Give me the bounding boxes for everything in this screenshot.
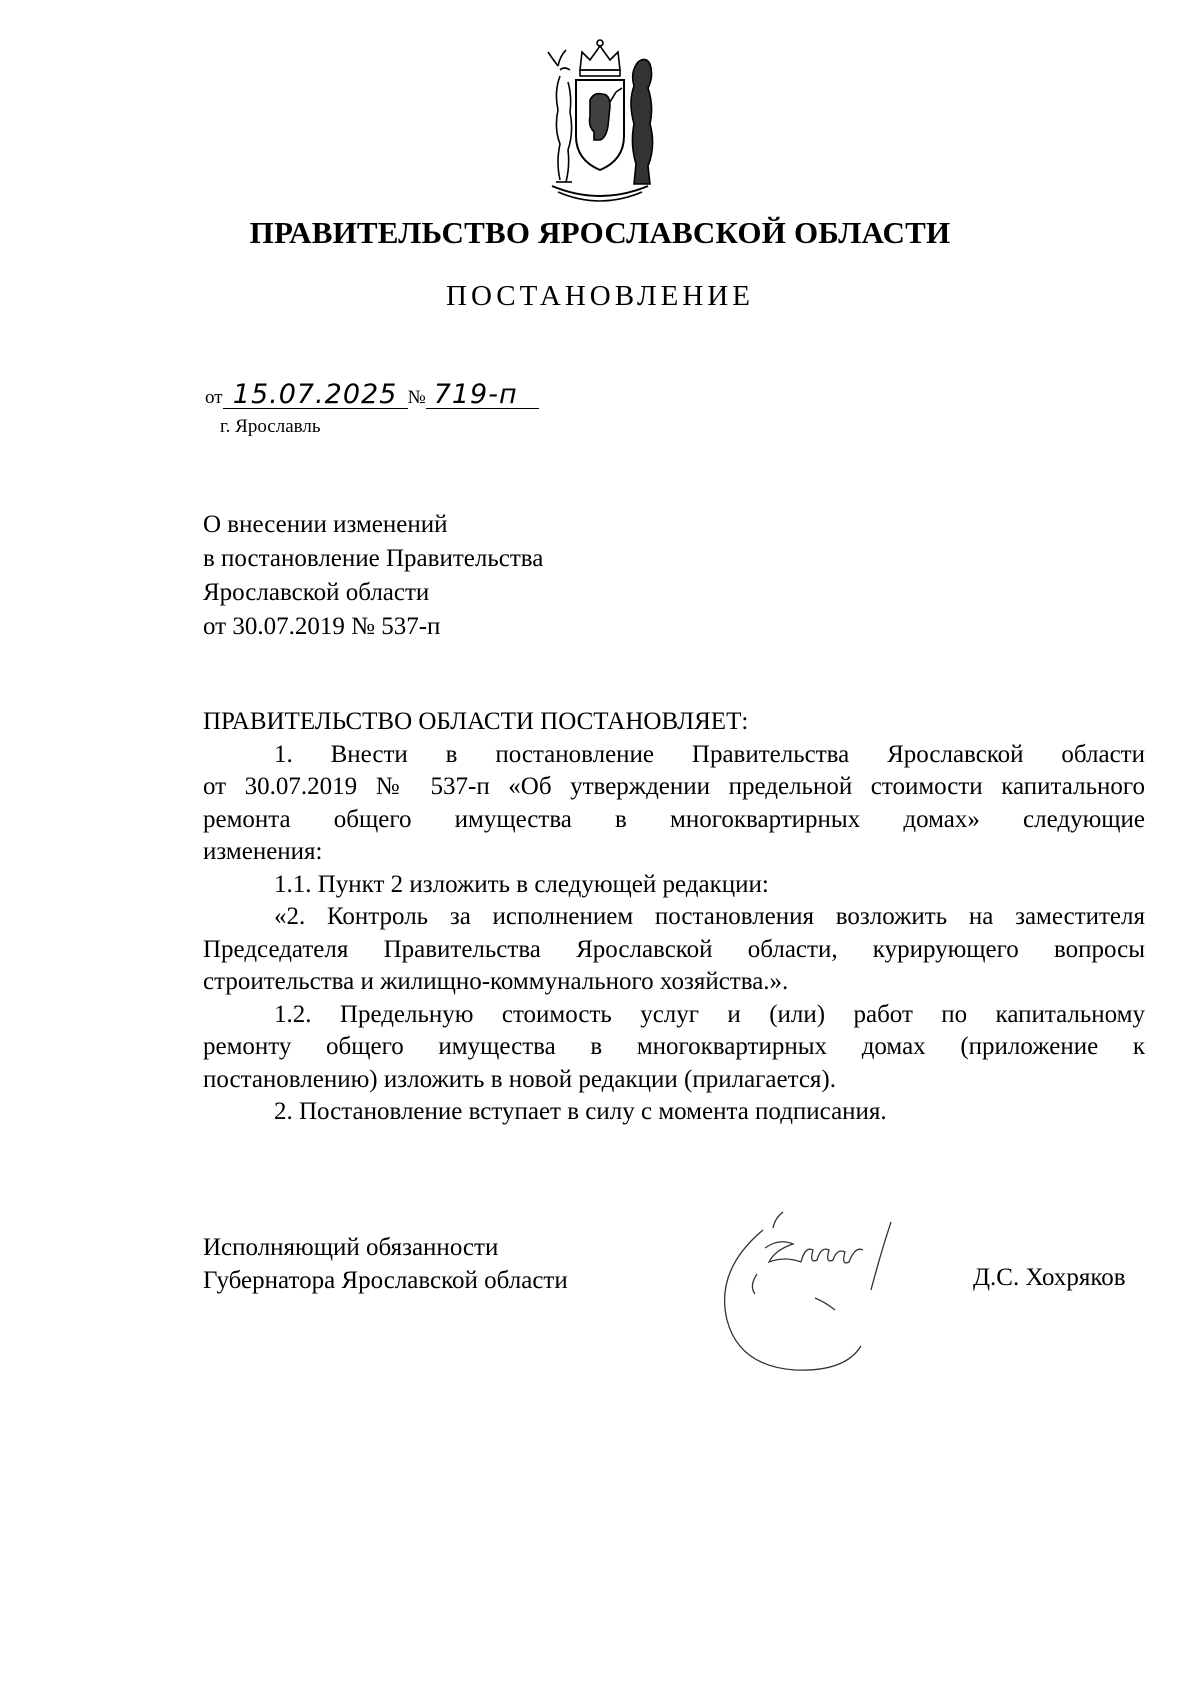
- body-line: от 30.07.2019 № 537-п «Об утверждении предельной стоимости капитального: [203, 773, 1145, 800]
- signatory-name: Д.С. Хохряков: [973, 1264, 1126, 1291]
- subject-line: О внесении изменений: [203, 511, 448, 538]
- coat-of-arms-icon: [538, 36, 662, 208]
- document-date: 15.07.2025: [223, 382, 408, 409]
- body-line: 1.1. Пункт 2 изложить в следующей редакции:: [274, 870, 769, 898]
- document-number: 719-п: [426, 382, 539, 409]
- subject-line: от 30.07.2019 № 537-п: [203, 613, 441, 640]
- government-title: ПРАВИТЕЛЬСТВО ЯРОСЛАВСКОЙ ОБЛАСТИ: [249, 215, 951, 250]
- document-subject: [203, 508, 543, 644]
- body-line: изменения:: [203, 838, 323, 865]
- resolution-heading: ПРАВИТЕЛЬСТВО ОБЛАСТИ ПОСТАНОВЛЯЕТ:: [203, 708, 749, 735]
- city: г. Ярославль: [220, 416, 321, 437]
- subject-line: в постановление Правительства: [203, 545, 544, 572]
- signatory-position: [203, 1231, 568, 1297]
- subject-line: Ярославской области: [203, 579, 430, 606]
- body-line: строительства и жилищно-коммунального хозяйства.».: [203, 968, 789, 995]
- body-line: 1. Внести в постановление Правительства Ярославской области: [274, 740, 1145, 768]
- registration-line: [205, 379, 539, 410]
- position-line: Губернатора Ярославской области: [203, 1267, 568, 1294]
- handwritten-signature-icon: [705, 1190, 935, 1380]
- body-line: 1.2. Предельную стоимость услуг и (или) работ по капитальному: [274, 1000, 1145, 1028]
- body-line: постановлению) изложить в новой редакции (прилагается).: [203, 1065, 837, 1093]
- body-line: 2. Постановление вступает в силу с момента подписания.: [274, 1098, 887, 1125]
- date-prefix: от: [205, 387, 223, 408]
- body-line: «2. Контроль за исполнением постановления возложить на заместителя: [274, 903, 1145, 930]
- number-prefix: №: [407, 387, 426, 408]
- document-body: [203, 706, 1145, 1129]
- document-type: ПОСТАНОВЛЕНИЕ: [446, 280, 754, 312]
- position-line: Исполняющий обязанности: [203, 1234, 499, 1261]
- body-line: Председателя Правительства Ярославской области, курирующего вопросы: [203, 935, 1145, 963]
- body-line: ремонту общего имущества в многоквартирных домах (приложение к: [203, 1033, 1145, 1060]
- body-line: ремонта общего имущества в многоквартирных домах» следующие: [203, 805, 1145, 833]
